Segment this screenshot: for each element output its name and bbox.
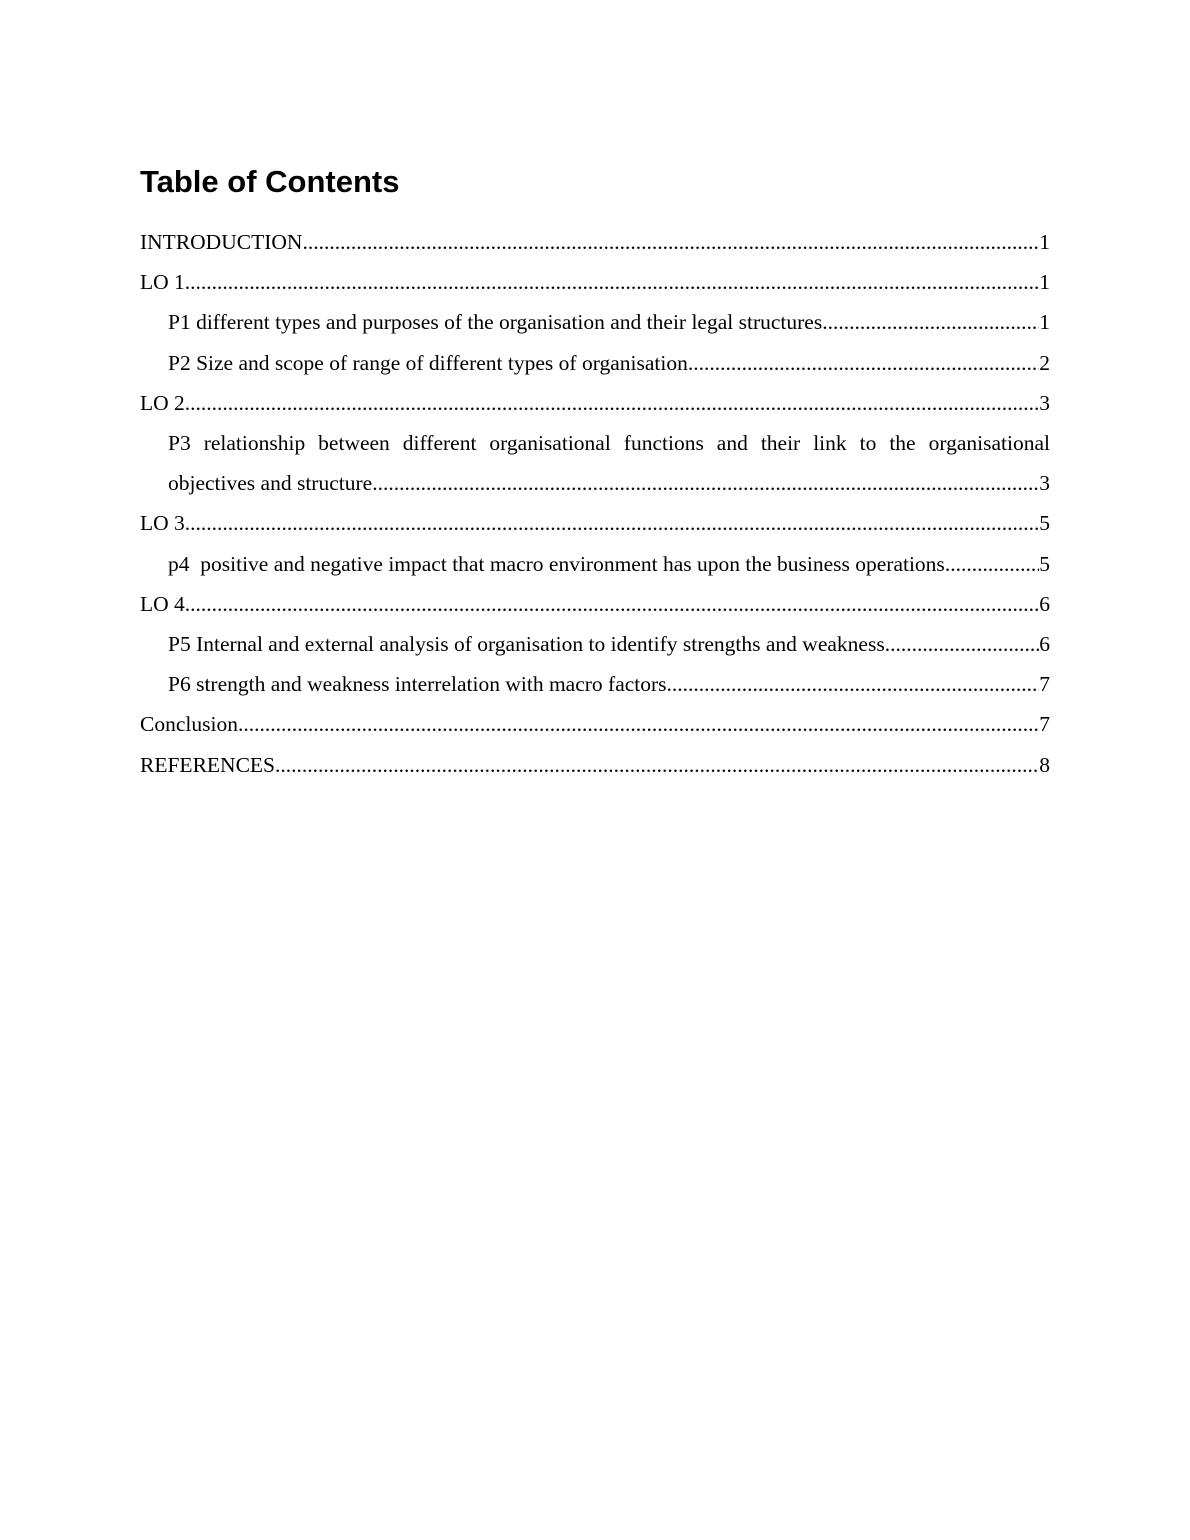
dot-leader bbox=[372, 463, 1039, 503]
dot-leader bbox=[185, 262, 1039, 302]
toc-page-number: 2 bbox=[1039, 350, 1050, 375]
dot-leader bbox=[275, 745, 1039, 785]
toc-entry-text: p4 positive and negative impact that macro environment has upon the business operations bbox=[168, 551, 945, 576]
toc-entry-text: P5 Internal and external analysis of organisation to identify strengths and weakness bbox=[168, 632, 885, 657]
toc-entry-conclusion[interactable] bbox=[140, 704, 1050, 744]
toc-entry-p5[interactable] bbox=[140, 624, 1050, 664]
toc-entry-text: LO 2 bbox=[140, 390, 185, 415]
toc-page-number: 6 bbox=[1039, 591, 1050, 616]
toc-entry-p1[interactable] bbox=[140, 302, 1050, 342]
dot-leader bbox=[822, 302, 1039, 342]
toc-page-number: 8 bbox=[1039, 752, 1050, 777]
toc-entry-lo4[interactable] bbox=[140, 584, 1050, 624]
dot-leader bbox=[185, 503, 1039, 543]
toc-entry-text: INTRODUCTION bbox=[140, 230, 303, 254]
dot-leader bbox=[302, 222, 1039, 262]
toc-entry-text-line2: objectives and structure bbox=[168, 471, 373, 496]
dot-leader bbox=[885, 624, 1040, 664]
toc-entry-introduction[interactable] bbox=[140, 222, 1050, 262]
dot-leader bbox=[688, 343, 1039, 383]
dot-leader bbox=[185, 383, 1039, 423]
dot-leader bbox=[945, 544, 1039, 584]
toc-entry-lo2[interactable] bbox=[140, 383, 1050, 423]
toc-list bbox=[140, 222, 1050, 785]
toc-page-number: 5 bbox=[1039, 511, 1050, 536]
toc-page-number: 5 bbox=[1039, 551, 1050, 576]
toc-entry-text: P1 different types and purposes of the organisation and their legal structures bbox=[168, 310, 823, 335]
toc-entry-p4[interactable] bbox=[140, 544, 1050, 584]
toc-entry-lo3[interactable] bbox=[140, 503, 1050, 543]
toc-page-number: 1 bbox=[1039, 270, 1050, 295]
toc-entry-text: LO 3 bbox=[140, 511, 185, 536]
toc-title: Table of Contents bbox=[140, 164, 400, 199]
toc-entry-p2[interactable] bbox=[140, 343, 1050, 383]
dot-leader bbox=[238, 704, 1039, 744]
toc-page-number: 3 bbox=[1039, 471, 1050, 496]
toc-entry-p6[interactable] bbox=[140, 664, 1050, 704]
toc-entry-text-line1: P3 relationship between different organisational functions and their link to the organisational bbox=[168, 431, 1050, 456]
toc-entry-text: LO 4 bbox=[140, 591, 185, 616]
toc-page-number: 1 bbox=[1039, 310, 1050, 335]
toc-entry-text: Conclusion bbox=[140, 712, 238, 737]
toc-entry-text: P6 strength and weakness interrelation with macro factors bbox=[168, 672, 667, 697]
toc-entry-text: P2 Size and scope of range of different types of organisation bbox=[168, 350, 688, 375]
toc-entry-lo1[interactable] bbox=[140, 262, 1050, 302]
dot-leader bbox=[667, 664, 1040, 704]
dot-leader bbox=[185, 584, 1039, 624]
toc-page-number: 6 bbox=[1039, 632, 1050, 657]
toc-page-number: 3 bbox=[1039, 390, 1050, 415]
toc-entry-text: REFERENCES bbox=[140, 752, 275, 777]
toc-entry-references[interactable] bbox=[140, 745, 1050, 785]
toc-page-number: 7 bbox=[1039, 672, 1050, 697]
toc-entry-p3[interactable] bbox=[140, 423, 1050, 503]
toc-page-number: 7 bbox=[1039, 712, 1050, 737]
toc-entry-text: LO 1 bbox=[140, 270, 185, 295]
toc-page-number: 1 bbox=[1039, 230, 1050, 254]
